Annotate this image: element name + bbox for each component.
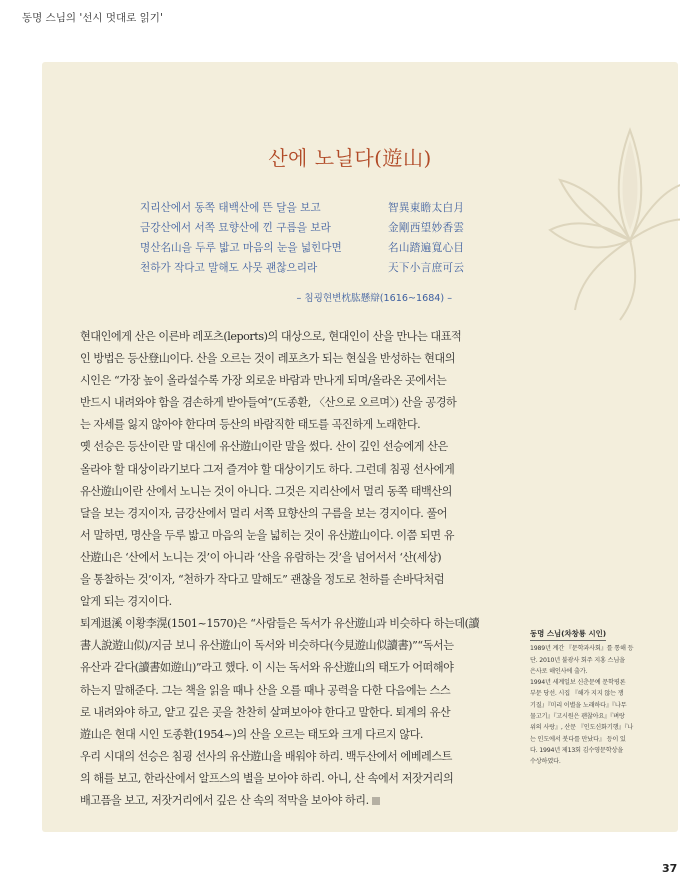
- profile-line: 부문 당선. 시집 『해가 지지 않는 쟁: [530, 690, 624, 698]
- poem-hanja: 智異東瞻太白月: [388, 202, 465, 214]
- essay-body: [80, 326, 510, 812]
- poem-hanja: 金剛西望妙香雲: [388, 222, 465, 234]
- poem-hanja: 名山踏遍寬心目: [388, 242, 465, 254]
- author-profile: [530, 628, 662, 768]
- running-head: 동명 스님의 '선시 멋대로 읽기': [22, 12, 163, 24]
- body-line: 배고픔을 보고, 저잣거리에서 깊은 산 속의 적막을 보아야 하리.: [80, 793, 369, 807]
- profile-line: 는 인도에서 붓다를 만났다』 등이 있: [530, 735, 626, 743]
- poem-korean: 금강산에서 서쪽 묘향산에 낀 구름을 보라: [140, 222, 331, 234]
- poem-title: 산에 노닐다(遊山): [268, 146, 432, 170]
- body-line: 의 해를 보고, 한라산에서 알프스의 별을 보아야 하리. 아니, 산 속에서 저잣거리의: [80, 771, 454, 785]
- body-line: 遊山은 현대 시인 도종환(1954~)의 산을 오르는 태도와 크게 다르지 않다.: [80, 727, 424, 741]
- body-line: 우리 시대의 선승은 침굉 선사의 유산遊山을 배워야 하리. 백두산에서 에베레스트: [80, 749, 452, 763]
- body-line-last: [80, 790, 510, 812]
- profile-line: 수상하였다.: [530, 758, 561, 766]
- poem: [140, 198, 480, 278]
- profile-line: 위의 사랑』, 산문 『인도신화기행』『나: [530, 724, 634, 732]
- end-square-icon: [372, 797, 380, 805]
- profile-line: 은사로 해인사에 출가.: [530, 667, 588, 675]
- lotus-icon: [520, 100, 680, 330]
- page-number: 37: [662, 862, 678, 875]
- profile-line: 1994년 세계일보 신춘문예 문학평론: [530, 679, 626, 687]
- body-line: 유산遊山이란 산에서 노니는 것이 아니다. 그것은 지리산에서 멀리 동쪽 태백산의: [80, 484, 452, 498]
- body-line: 알게 되는 경지이다.: [80, 595, 172, 609]
- body-line: 書人說遊山似)/지금 보니 유산遊山이 독서와 비슷하다(今見遊山似讀書)”“독서는: [80, 639, 454, 653]
- body-line: 인 방법은 등산登山이다. 산을 오르는 것이 레포츠가 되는 현실을 반성하는 현대의: [80, 352, 456, 366]
- profile-line: 1989년 계간 『문학과사회』를 통해 등: [530, 645, 634, 653]
- body-line: 시인은 “가장 높이 올라설수록 가장 외로운 바람과 만나게 되며/올라온 곳에서는: [80, 374, 447, 388]
- body-line: 퇴계退溪 이황李滉(1501~1570)은 “사람들은 독서가 유산遊山과 비슷하다 하는데(讀: [80, 617, 480, 631]
- body-line: 달을 보는 경지이자, 금강산에서 멀리 서쪽 묘향산의 구름을 보는 경지이다. 풀어: [80, 506, 448, 520]
- poem-korean: 명산名山을 두루 밟고 마음의 눈을 넓힌다면: [140, 242, 342, 254]
- body-line: 로 내려와야 하고, 얕고 깊은 곳을 찬찬히 살펴보아야 한다고 말한다. 퇴계의 유산: [80, 705, 451, 719]
- body-line: 반드시 내려와야 함을 겸손하게 받아들여”(도종환, 〈산으로 오르며〉) 산을 공경하: [80, 396, 457, 410]
- body-line: 올라야 할 대상이라기보다 그저 즐겨야 할 대상이기도 하다. 그런데 침굉 선사에게: [80, 462, 455, 476]
- profile-line: 단. 2010년 불광사 회주 지홍 스님을: [530, 656, 625, 664]
- poem-korean: 지리산에서 동쪽 태백산에 뜬 달을 보고: [140, 202, 321, 214]
- body-line: 서 말하면, 명산을 두루 밟고 마음의 눈을 넓히는 것이 유산遊山이다. 이쯤 되면 유: [80, 528, 455, 542]
- body-line: 하는지 말해준다. 그는 책을 읽을 때나 산을 오를 때나 공력을 다한 다음에는 스스: [80, 683, 451, 697]
- poem-line: [140, 238, 480, 258]
- body-line: 유산과 같다(讀書如遊山)”라고 했다. 이 시는 독서와 유산遊山의 태도가 어떠해야: [80, 661, 454, 675]
- poem-line: [140, 218, 480, 238]
- poem-hanja: 天下小言庶可云: [388, 262, 465, 274]
- poem-line: [140, 198, 480, 218]
- poem-line: [140, 258, 480, 278]
- profile-title: 동명 스님(차창룡 시인): [530, 628, 606, 641]
- body-line: 는 자세를 잃지 않아야 한다며 등산의 바람직한 태도를 곡진하게 노래한다.: [80, 418, 421, 432]
- profile-line: 다. 1994년 제13회 김수영문학상을: [530, 746, 624, 754]
- body-line: 현대인에게 산은 이른바 레포츠(leports)의 대상으로, 현대인이 산을 만나는 대표적: [80, 330, 462, 343]
- profile-line: 기질』『미리 이별을 노래하다』『나무: [530, 701, 627, 709]
- body-line: 을 통찰하는 것’이자, “천하가 작다고 말해도” 괜찮을 정도로 천하를 손바닥처럼: [80, 573, 445, 587]
- poem-korean: 천하가 작다고 말해도 사뭇 괜찮으리라: [140, 262, 318, 274]
- body-line: 산遊山은 ‘산에서 노니는 것’이 아니라 ‘산을 유람하는 것’을 넘어서서 ‘산(세상): [80, 550, 442, 564]
- poem-author: – 침굉현변枕肱懸辯(1616~1684) –: [296, 293, 452, 304]
- body-line: 옛 선승은 등산이란 말 대신에 유산遊山이란 말을 썼다. 산이 깊인 선승에게 산은: [80, 440, 448, 454]
- profile-line: 물고기』『고시원은 괜찮아요』『벼랑: [530, 713, 625, 721]
